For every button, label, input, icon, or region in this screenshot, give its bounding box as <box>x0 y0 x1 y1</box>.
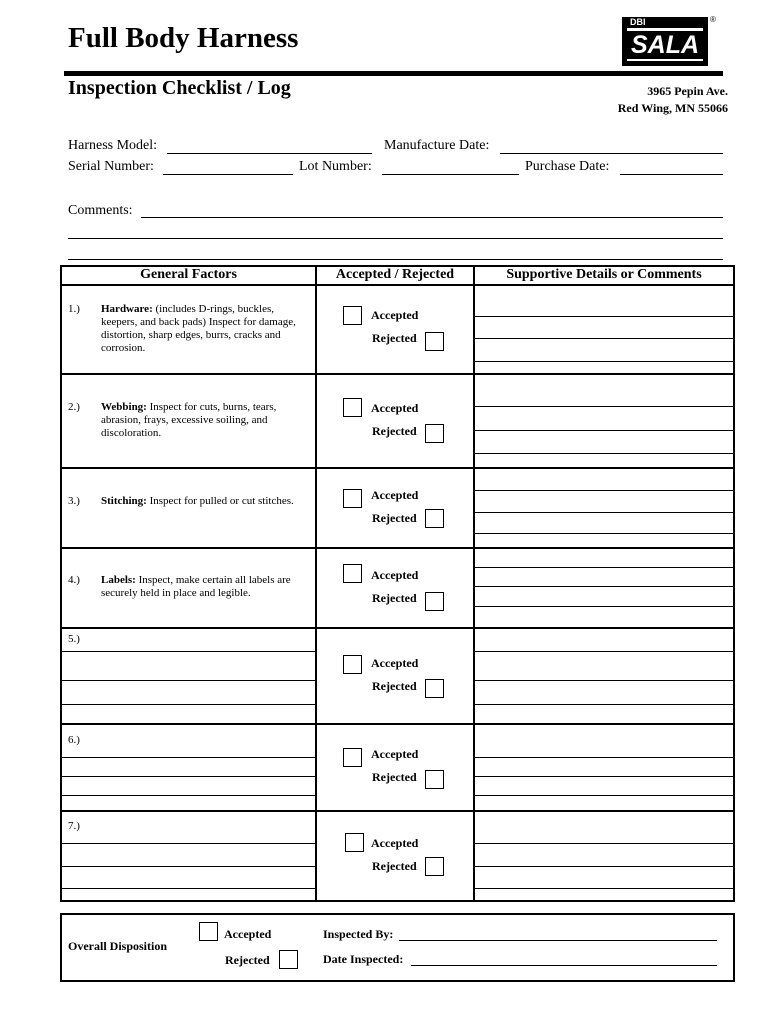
row-6-rejected-label: Rejected <box>372 770 417 784</box>
inspected-by-label: Inspected By: <box>323 927 394 941</box>
row-3-comment-line[interactable] <box>475 512 733 513</box>
row-2-description <box>101 401 306 440</box>
row-5-rejected-checkbox[interactable] <box>425 679 444 698</box>
serial-number-label: Serial Number: <box>68 159 154 174</box>
row-7-number: 7.) <box>68 820 80 832</box>
row-divider <box>60 627 735 629</box>
disposition-rejected-label: Rejected <box>225 953 270 967</box>
row-6-comment-line[interactable] <box>475 776 733 777</box>
row-7-factor-line[interactable] <box>62 888 315 889</box>
row-6-comment-line[interactable] <box>475 757 733 758</box>
company-address <box>618 83 728 117</box>
row-4-rejected-checkbox[interactable] <box>425 592 444 611</box>
row-2-accepted-label: Accepted <box>371 401 419 415</box>
disposition-accepted-label: Accepted <box>224 927 272 941</box>
harness-model-field[interactable] <box>167 153 372 154</box>
row-2-rejected-label: Rejected <box>372 424 417 438</box>
purchase-date-field[interactable] <box>620 174 723 175</box>
disposition-accepted-checkbox[interactable] <box>199 922 218 941</box>
row-3-comment-line[interactable] <box>475 490 733 491</box>
row-divider <box>60 284 735 286</box>
address-line-1: 3965 Pepin Ave. <box>647 84 728 98</box>
row-2-comment-line[interactable] <box>475 453 733 454</box>
logo-prefix: DBI <box>630 17 646 27</box>
row-divider <box>60 467 735 469</box>
row-4-text: Inspect, make certain all labels are securely held in place and legible. <box>101 574 291 599</box>
row-2-term: Webbing: <box>101 401 147 413</box>
row-1-text: (includes D-rings, buckles, keepers, and back pads) Inspect for damage, distortion, sharp edges, burrs, cracks and corrosion. <box>101 303 296 354</box>
row-7-factor-line[interactable] <box>62 866 315 867</box>
row-4-rejected-label: Rejected <box>372 591 417 605</box>
row-7-comment-line[interactable] <box>475 888 733 889</box>
row-3-rejected-label: Rejected <box>372 511 417 525</box>
row-5-accepted-checkbox[interactable] <box>343 655 362 674</box>
row-1-rejected-checkbox[interactable] <box>425 332 444 351</box>
logo-inner <box>627 28 703 61</box>
row-6-factor-line[interactable] <box>62 757 315 758</box>
row-6-comment-line[interactable] <box>475 795 733 796</box>
row-7-rejected-label: Rejected <box>372 859 417 873</box>
comments-field-line-3[interactable] <box>68 259 723 260</box>
logo-registered-mark: ® <box>710 15 716 24</box>
row-2-comment-line[interactable] <box>475 430 733 431</box>
row-1-term: Hardware: <box>101 303 153 315</box>
title-divider <box>64 71 723 76</box>
row-6-accepted-checkbox[interactable] <box>343 748 362 767</box>
row-7-accepted-checkbox[interactable] <box>345 833 364 852</box>
harness-model-label: Harness Model: <box>68 138 158 153</box>
row-3-number: 3.) <box>68 495 80 507</box>
row-1-comment-line[interactable] <box>475 316 733 317</box>
row-6-number: 6.) <box>68 734 80 746</box>
purchase-date-label: Purchase Date: <box>525 159 610 174</box>
row-7-comment-line[interactable] <box>475 843 733 844</box>
row-4-comment-line[interactable] <box>475 606 733 607</box>
row-2-accepted-checkbox[interactable] <box>343 398 362 417</box>
row-5-number: 5.) <box>68 633 80 645</box>
row-4-accepted-checkbox[interactable] <box>343 564 362 583</box>
row-5-factor-line[interactable] <box>62 680 315 681</box>
comments-field-line-2[interactable] <box>68 238 723 239</box>
row-1-comment-line[interactable] <box>475 361 733 362</box>
row-1-accepted-checkbox[interactable] <box>343 306 362 325</box>
table-col-divider-1 <box>315 265 317 902</box>
row-5-rejected-label: Rejected <box>372 679 417 693</box>
disposition-rejected-checkbox[interactable] <box>279 950 298 969</box>
sala-logo <box>622 15 716 66</box>
date-inspected-field[interactable] <box>411 965 717 966</box>
row-3-text: Inspect for pulled or cut stitches. <box>146 495 294 507</box>
row-2-comment-line[interactable] <box>475 406 733 407</box>
row-1-accepted-label: Accepted <box>371 308 419 322</box>
row-5-comment-line[interactable] <box>475 680 733 681</box>
row-3-rejected-checkbox[interactable] <box>425 509 444 528</box>
row-7-comment-line[interactable] <box>475 866 733 867</box>
page-subtitle: Inspection Checklist / Log <box>68 77 291 99</box>
row-4-number: 4.) <box>68 574 80 586</box>
row-1-number: 1.) <box>68 303 80 315</box>
inspected-by-field[interactable] <box>399 940 717 941</box>
row-2-text: Inspect for cuts, burns, tears, abrasion, frays, excessive soiling, and discoloration. <box>101 401 277 439</box>
row-1-description <box>101 303 306 355</box>
row-4-comment-line[interactable] <box>475 567 733 568</box>
row-7-accepted-label: Accepted <box>371 836 419 850</box>
row-divider <box>60 810 735 812</box>
row-5-factor-line[interactable] <box>62 651 315 652</box>
row-4-term: Labels: <box>101 574 136 586</box>
row-4-accepted-label: Accepted <box>371 568 419 582</box>
serial-number-field[interactable] <box>163 174 293 175</box>
row-6-factor-line[interactable] <box>62 776 315 777</box>
header-general-factors: General Factors <box>140 267 237 282</box>
row-5-factor-line[interactable] <box>62 704 315 705</box>
row-divider <box>60 373 735 375</box>
row-3-term: Stitching: <box>101 495 147 507</box>
address-line-2: Red Wing, MN 55066 <box>617 101 728 115</box>
logo-brand: SALA <box>627 31 703 59</box>
manufacture-date-field[interactable] <box>500 153 723 154</box>
row-3-accepted-label: Accepted <box>371 488 419 502</box>
row-5-accepted-label: Accepted <box>371 656 419 670</box>
row-3-accepted-checkbox[interactable] <box>343 489 362 508</box>
comments-label: Comments: <box>68 203 133 218</box>
row-divider <box>60 723 735 725</box>
row-7-rejected-checkbox[interactable] <box>425 857 444 876</box>
row-6-factor-line[interactable] <box>62 795 315 796</box>
header-accepted-rejected: Accepted / Rejected <box>335 267 455 282</box>
row-6-accepted-label: Accepted <box>371 747 419 761</box>
date-inspected-label: Date Inspected: <box>323 952 404 966</box>
row-divider <box>60 547 735 549</box>
row-3-description <box>101 495 306 508</box>
row-2-number: 2.) <box>68 401 80 413</box>
row-1-comment-line[interactable] <box>475 338 733 339</box>
comments-field-line-1[interactable] <box>141 217 723 218</box>
row-1-rejected-label: Rejected <box>372 331 417 345</box>
lot-number-field[interactable] <box>382 174 519 175</box>
lot-number-label: Lot Number: <box>299 159 372 174</box>
page-title: Full Body Harness <box>68 22 299 54</box>
header-supportive-details: Supportive Details or Comments <box>506 267 702 282</box>
row-5-comment-line[interactable] <box>475 704 733 705</box>
row-6-rejected-checkbox[interactable] <box>425 770 444 789</box>
row-4-comment-line[interactable] <box>475 586 733 587</box>
row-3-comment-line[interactable] <box>475 533 733 534</box>
row-2-rejected-checkbox[interactable] <box>425 424 444 443</box>
row-5-comment-line[interactable] <box>475 651 733 652</box>
overall-disposition-label: Overall Disposition <box>68 939 168 953</box>
row-7-factor-line[interactable] <box>62 843 315 844</box>
manufacture-date-label: Manufacture Date: <box>384 138 490 153</box>
row-4-description <box>101 574 306 600</box>
